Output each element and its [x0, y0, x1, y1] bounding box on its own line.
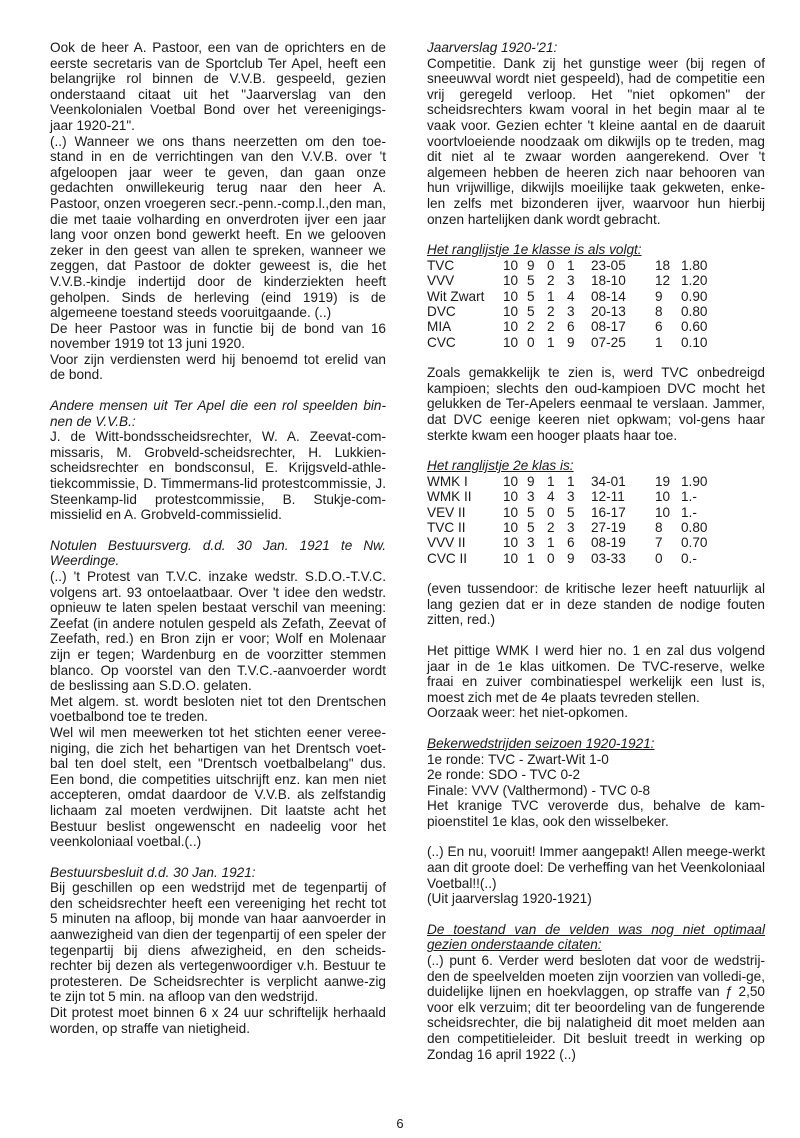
- table-cell: 12: [655, 273, 671, 289]
- table-cell: 7: [655, 535, 663, 551]
- table-cell: Wit Zwart: [427, 288, 485, 304]
- table-cell: 08-14: [591, 288, 626, 304]
- table-cell: 6: [567, 535, 575, 551]
- table-cell: 0.80: [681, 303, 708, 319]
- right-column: [427, 40, 765, 1062]
- table-cell: 3: [527, 535, 535, 551]
- table-cell: 10: [503, 257, 519, 273]
- notulen-heading: Notulen Bestuursverg. d.d. 30 Jan. 1921 te Nw. Weerdinge.: [50, 537, 386, 569]
- table-cell: 10: [503, 288, 519, 304]
- table-row: [427, 489, 707, 504]
- table-cell: 6: [567, 319, 575, 335]
- table-cell: 1.20: [681, 273, 708, 289]
- uit-jaarverslag-line: (Uit jaarverslag 1920-1921): [427, 891, 592, 907]
- table-cell: 03-33: [591, 550, 626, 566]
- jaarverslag-quote: (..) Wanneer we ons thans neerzetten om den toe-stand in en de verrichtingen van den V.V.B. over 't afgeloopen jaar weer te geven, dan gaan onze gedachten onwillekeurig terug naar den heer A. Pastoor, onzen vroegeren secr.-penn.-comp.l.,den man, die met taaie volharding en onverdroten ijver een jaar lang voor onzen bond gewerkt heeft. En we gelooven zeker in den geest van allen te spreken, wanneer we zeggen, dat Pastoor de dokter geweest is, die het V.V.B.-kindje indertijd door de kinderziekten heeft geholpen. Sinds de herleving (eind 1919) is de algemeene toestand steeds vooruitgaande. (..): [50, 133, 386, 321]
- table-cell: VVV: [427, 273, 455, 289]
- table-cell: 10: [503, 489, 519, 505]
- table-row: [427, 335, 707, 350]
- table-cell: 3: [567, 273, 575, 289]
- page-number: 6: [396, 1116, 404, 1131]
- table-cell: 1: [567, 473, 575, 489]
- table-cell: 20-13: [591, 303, 626, 319]
- pastoor-functie: De heer Pastoor was in functie bij de bond van 16 november 1919 tot 13 juni 1920.: [50, 320, 386, 352]
- table-cell: 10: [503, 334, 519, 350]
- toestand-heading: De toestand van de velden was nog niet optimaal gezien onderstaande citaten:: [427, 921, 765, 953]
- table-cell: 10: [503, 273, 519, 289]
- table-cell: 08-17: [591, 319, 626, 335]
- table-cell: 2: [527, 319, 535, 335]
- beker-line-1: 1e ronde: TVC - Zwart-Wit 1-0: [427, 751, 609, 767]
- table-cell: 1: [547, 288, 555, 304]
- table-cell: 1.-: [681, 504, 697, 520]
- table-cell: CVC II: [427, 550, 468, 566]
- table-cell: 0.10: [681, 334, 708, 350]
- bekerwedstrijden-heading: Bekerwedstrijden seizoen 1920-1921:: [427, 735, 655, 751]
- table-row: [427, 258, 707, 273]
- table-row: [427, 505, 707, 520]
- table-cell: 34-01: [591, 473, 626, 489]
- table-cell: 0.80: [681, 519, 708, 535]
- table-cell: 1: [547, 535, 555, 551]
- table-cell: WMK II: [427, 489, 472, 505]
- table-cell: 1.80: [681, 257, 708, 273]
- table-cell: 27-19: [591, 519, 626, 535]
- table-cell: 1: [567, 257, 575, 273]
- table-cell: CVC: [427, 334, 456, 350]
- table-cell: 9: [527, 473, 535, 489]
- table-cell: 3: [567, 489, 575, 505]
- tussendoor-paragraph: (even tussendoor: de kritische lezer heeft natuurlijk al lang gezien dat er in deze standen de nodige fouten zitten, red.): [427, 581, 765, 628]
- table-cell: 0.90: [681, 288, 708, 304]
- jaarverslag-heading: Jaarverslag 1920-'21:: [427, 40, 558, 55]
- table-cell: 3: [567, 303, 575, 319]
- intro-paragraph: Ook de heer A. Pastoor, een van de oprichters en de eerste secretaris van de Sportclub Ter Apel, heeft een belangrijke rol binnen de V.V.B. gespeeld, gezien onderstaand citaat uit het "Jaarverslag van den Veenkolonialen Voetbal Bond over het vereenigings-jaar 1920-21".: [50, 40, 386, 133]
- table-row: [427, 319, 707, 334]
- table-cell: 18-10: [591, 273, 626, 289]
- table-cell: 10: [503, 535, 519, 551]
- table-cell: 19: [655, 473, 671, 489]
- table-cell: 3: [527, 489, 535, 505]
- table-cell: 2: [547, 319, 555, 335]
- ranglijst-1e-klasse-heading: Het ranglijstje 1e klasse is als volgt:: [427, 242, 642, 258]
- table-cell: VEV II: [427, 504, 466, 520]
- left-column: [50, 40, 386, 1036]
- table-cell: VVV II: [427, 535, 466, 551]
- table-cell: 10: [503, 519, 519, 535]
- table-cell: 5: [527, 273, 535, 289]
- table-cell: 07-25: [591, 334, 626, 350]
- table-cell: 18: [655, 257, 671, 273]
- oorzaak-line: Oorzaak weer: het niet-opkomen.: [427, 705, 628, 721]
- pastoor-erelid: Voor zijn verdiensten werd hij benoemd tot erelid van de bond.: [50, 351, 386, 383]
- table-cell: TVC: [427, 257, 455, 273]
- table-row: [427, 289, 707, 304]
- table-cell: 9: [567, 334, 575, 350]
- table-row: [427, 551, 707, 566]
- pittige-paragraph: Het pittige WMK I werd hier no. 1 en zal dus volgend jaar in de 1e klas uitkomen. De TVC-reserve, welke fraai en zuiver combinatiespel werkelijk een lust is, moest zich met de 4e plaats tevreden stellen.: [427, 642, 765, 705]
- table-row: [427, 304, 707, 319]
- table-cell: 1: [655, 334, 663, 350]
- table-cell: 9: [655, 288, 663, 304]
- table-cell: 1: [547, 334, 555, 350]
- table-cell: 5: [527, 504, 535, 520]
- table-cell: 10: [655, 504, 671, 520]
- table-cell: 10: [503, 504, 519, 520]
- table-cell: 0: [547, 257, 555, 273]
- table-cell: 9: [527, 257, 535, 273]
- table-cell: TVC II: [427, 519, 466, 535]
- table-cell: 2: [547, 303, 555, 319]
- notulen-paragraph-3: Wel wil men meewerken tot het stichten eener veree-niging, die zich het behartigen van het Drentsch voet-bal ten doel stelt, een "Drentsch voetbalbelang" dus. Een bond, die competities uitschrijft enz. kan men niet accepteren, omdat daardoor de V.V.B. als zelfstandig lichaam zal moeten verdwijnen. Dit laatste acht het Bestuur beslist ongewenscht en nadeelig voor het veenkoloniaal voetbal.(..): [50, 724, 386, 850]
- toestand-paragraph: (..) punt 6. Verder werd besloten dat voor de wedstrij-den de speelvelden moeten zijn voorzien van volledi-ge, duidelijke lijnen en hoekvlaggen, op straffe van ƒ 2,50 voor elk verzuim; dit ter beoordeling van de fungerende scheidsrechter, die bij nalatigheid dit moet melden aan den competitieleider. Dit besluit treedt in werking op Zondag 16 april 1922 (..): [427, 953, 765, 1062]
- table-cell: 0.-: [681, 550, 697, 566]
- ranglijst-2e-klas-heading: Het ranglijstje 2e klas is:: [427, 458, 574, 474]
- vooruit-paragraph: (..) En nu, vooruit! Immer aangepakt! Allen meege-werkt aan dit groote doel: De verheffing van het Veenkoloniaal Voetbal!!(..): [427, 844, 765, 891]
- ranglijst-1e-klasse-table: [427, 258, 707, 350]
- table-cell: 10: [655, 489, 671, 505]
- table-row: [427, 273, 707, 288]
- table-cell: DVC: [427, 303, 456, 319]
- andere-mensen-heading: Andere mensen uit Ter Apel die een rol speelden bin-nen de V.V.B.:: [50, 398, 386, 429]
- bestuursbesluit-heading: Bestuursbesluit d.d. 30 Jan. 1921:: [50, 864, 256, 880]
- andere-mensen-text: J. de Witt-bondsscheidsrechter, W. A. Zeevat-com-missaris, M. Grobveld-scheidsrechter, H. Lukkien-scheidsrechter en bondsconsul, E. Krijgsveld-athle-tiekcommissie, D. Timmermans-lid protestcommissie, J. Steenkamp-lid protestcommissie, B. Stukje-com-missielid en A. Grobveld-commissielid.: [50, 429, 386, 523]
- table-cell: 5: [527, 288, 535, 304]
- beker-paragraph: Het kranige TVC veroverde dus, behalve de kam-pioenstitel 1e klas, ook den wisselbeker.: [427, 798, 765, 829]
- zoals-paragraph: Zoals gemakkelijk te zien is, werd TVC onbedreigd kampioen; slechts den oud-kampioen DVC mocht het gelukken de Ter-Apelers eenmaal te verslaan. Jammer, dat DVC eenige keeren niet opkwam; vol-gens haar sterkte kwam een hooger plaats haar toe.: [427, 365, 765, 443]
- table-cell: 0: [655, 550, 663, 566]
- table-cell: 8: [655, 303, 663, 319]
- table-cell: 8: [655, 519, 663, 535]
- table-cell: 5: [567, 504, 575, 520]
- table-cell: 1.90: [681, 473, 708, 489]
- ranglijst-2e-klas-table: [427, 474, 707, 566]
- table-cell: 4: [567, 288, 575, 304]
- table-cell: 2: [547, 519, 555, 535]
- table-cell: 12-11: [591, 489, 625, 505]
- table-row: [427, 535, 707, 550]
- table-cell: 4: [547, 489, 555, 505]
- beker-line-2: 2e ronde: SDO - TVC 0-2: [427, 767, 581, 783]
- table-cell: 10: [503, 319, 519, 335]
- table-cell: 1: [527, 550, 535, 566]
- table-cell: 1.-: [681, 489, 697, 505]
- table-cell: WMK I: [427, 473, 468, 489]
- table-cell: 08-19: [591, 535, 626, 551]
- table-cell: 1: [547, 473, 555, 489]
- table-cell: 6: [655, 319, 663, 335]
- bestuursbesluit-paragraph-1: Bij geschillen op een wedstrijd met de tegenpartij of den scheidsrechter heeft een vereeniging het recht tot 5 minuten na afloop, bij monde van haar aanvoerder in aanwezigheid van dien der tegenpartij of een speler der tegenpartij bij diens afwezigheid, en den scheids-rechter bij dezen als vertegenwoordiger v.h. Bestuur te protesteren. De Scheidsrechter is verplicht aanwe-zig te zijn tot 5 min. na afloop van den wedstrijd.: [50, 880, 386, 1005]
- table-cell: 3: [567, 519, 575, 535]
- table-cell: 10: [503, 303, 519, 319]
- jaarverslag-text: Competitie. Dank zij het gunstige weer (bij regen of sneeuwval wordt niet gespeeld), had de competitie een vrij geregeld verloop. Het "niet opkomen" der scheidsrechters kwam vooral in het begin maar al te vaak voor. Gezien echter 't kleine aantal en de daaruit voortvloeiende noodzaak om dikwijls op te treden, mag dit niet al te zwaar worden aangerekend. Over 't algemeen hebben de heeren zich naar behooren van hun vrijwillige, dikwijls moeilijke taak gekweten, enke-len zelfs met bizonderen ijver, waarvoor hun hierbij onzen hartelijken dank wordt gebracht.: [427, 55, 765, 227]
- table-cell: 5: [527, 519, 535, 535]
- table-cell: 0.60: [681, 319, 708, 335]
- table-cell: 0.70: [681, 535, 708, 551]
- table-cell: 16-17: [591, 504, 626, 520]
- table-row: [427, 474, 707, 489]
- bestuursbesluit-paragraph-2: Dit protest moet binnen 6 x 24 uur schriftelijk herhaald worden, op straffe van nietigheid.: [50, 1005, 386, 1036]
- table-cell: 10: [503, 473, 519, 489]
- table-cell: 23-05: [591, 257, 626, 273]
- beker-line-3: Finale: VVV (Valthermond) - TVC 0-8: [427, 782, 651, 798]
- table-cell: 0: [527, 334, 535, 350]
- notulen-paragraph-2: Met algem. st. wordt besloten niet tot den Drentschen voetbalbond toe te treden.: [50, 693, 386, 725]
- table-cell: 9: [567, 550, 575, 566]
- table-cell: 2: [547, 273, 555, 289]
- table-cell: MIA: [427, 319, 452, 335]
- table-cell: 0: [547, 504, 555, 520]
- table-cell: 10: [503, 550, 519, 566]
- table-row: [427, 520, 707, 535]
- table-cell: 5: [527, 303, 535, 319]
- notulen-paragraph-1: (..) 't Protest van T.V.C. inzake wedstr. S.D.O.-T.V.C. volgens art. 93 ontoelaatbaar. Over 't idee den wedstr. opnieuw te laten spelen bestaat verschil van meening: Zeefat (in andere notulen gespeld als Zefath, Zeevat of Zeefath, red.) en Bron zijn er voor; Wolf en Molenaar zijn er tegen; Wardenburg en de voorzitter stemmen blanco. Op voorstel van den T.V.C.-aanvoerder wordt de beslissing aan S.D.O. gelaten.: [50, 569, 386, 694]
- table-cell: 0: [547, 550, 555, 566]
